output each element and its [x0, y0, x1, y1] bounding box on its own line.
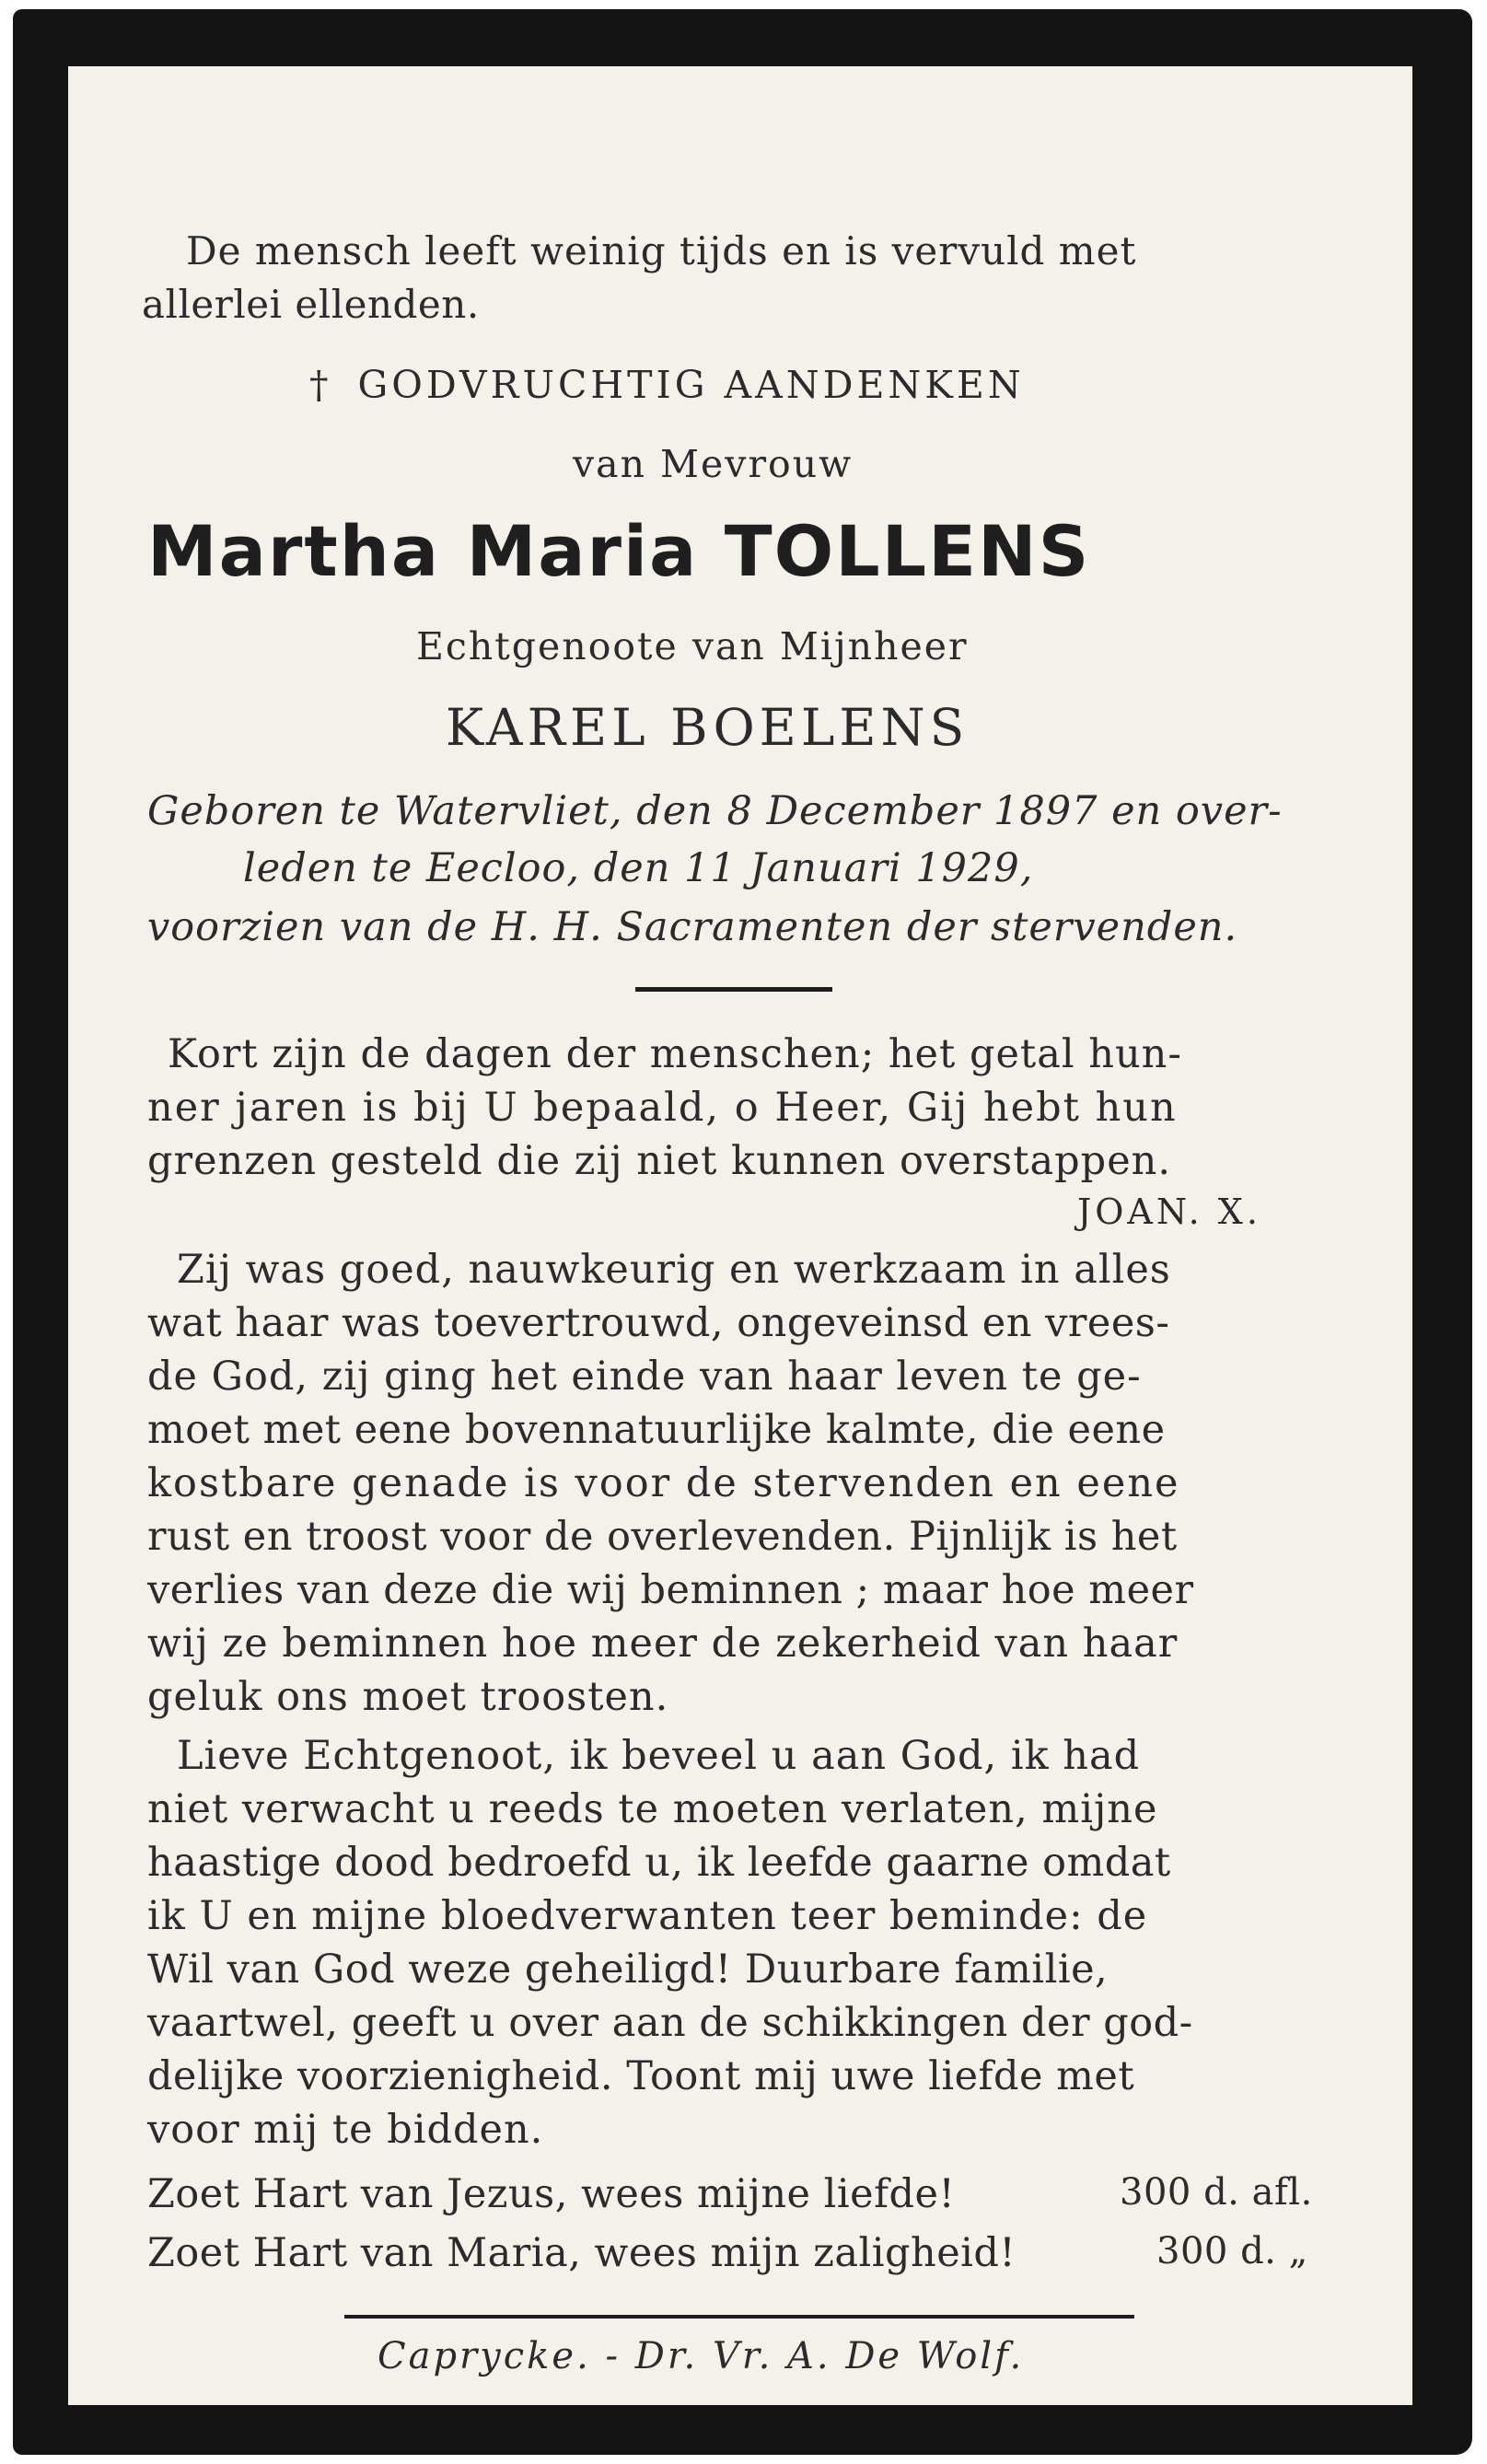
paragraph-line: geluk ons moet troosten. [147, 1674, 669, 1720]
memorial-card-paper [68, 66, 1412, 2405]
divider-top [635, 987, 832, 992]
intro-line-1: De mensch leeft weinig tijds en is vervuld met [186, 228, 1137, 273]
cross-icon: † [309, 363, 332, 407]
paragraph-line: haastige dood bedroefd u, ik leefde gaarne omdat [147, 1840, 1171, 1886]
paragraph-line: ik U en mijne bloedverwanten teer beminde: de [147, 1893, 1148, 1939]
memorial-title: GODVRUCHTIG AANDENKEN [357, 363, 1025, 407]
paragraph-line: voor mij te bidden. [147, 2107, 544, 2153]
prayer-indulgence: 300 d. afl. [1120, 2171, 1313, 2214]
deceased-name: Martha Maria TOLLENS [147, 510, 1091, 592]
paragraph-line: wij ze beminnen hoe meer de zekerheid van haar [147, 1621, 1179, 1667]
spouse-name: KAREL BOELENS [446, 698, 970, 757]
paragraph-line: wat haar was toevertrouwd, ongeveinsd en vrees- [147, 1300, 1170, 1346]
memorial-card-border [13, 9, 1472, 2455]
intro-line-2: allerlei ellenden. [142, 282, 480, 327]
paragraph-line: Lieve Echtgenoot, ik beveel u aan God, ik had [177, 1733, 1141, 1779]
birth-death-line-1: Geboren te Watervliet, den 8 December 1897 en over- [147, 788, 1283, 834]
paragraph-line: delijke voorzienigheid. Toont mij uwe liefde met [147, 2053, 1135, 2099]
paragraph-line: kostbare genade is voor de stervenden en eene [147, 1460, 1180, 1506]
printer-imprint: Caprycke. - Dr. Vr. A. De Wolf. [378, 2335, 1025, 2377]
spouse-label: Echtgenoote van Mijnheer [416, 624, 969, 668]
paragraph-line: rust en troost voor de overlevenden. Pijnlijk is het [147, 1514, 1178, 1560]
prayer-text: Zoet Hart van Maria, wees mijn zaligheid! [147, 2230, 1017, 2276]
prayer-text: Zoet Hart van Jezus, wees mijne liefde! [147, 2171, 956, 2217]
of-madam-label: van Mevrouw [573, 442, 854, 486]
paragraph-line: moet met eene bovennatuurlijke kalmte, die eene [147, 1407, 1166, 1453]
paragraph-line: verlies van deze die wij beminnen ; maar hoe meer [147, 1567, 1194, 1613]
paragraph-line: Wil van God weze geheiligd! Duurbare familie, [147, 1947, 1109, 1993]
paragraph-line: vaartwel, geeft u over aan de schikkingen der god- [147, 2000, 1193, 2046]
verse-source: JOAN. X. [1077, 1191, 1261, 1232]
verse-line: grenzen gesteld die zij niet kunnen overstappen. [147, 1138, 1172, 1184]
memorial-heading [309, 363, 1025, 407]
divider-bottom [344, 2315, 1134, 2319]
verse-line: ner jaren is bij U bepaald, o Heer, Gij hebt hun [147, 1085, 1178, 1131]
verse-line: Kort zijn de dagen der menschen; het getal hun- [168, 1031, 1182, 1077]
prayer-indulgence: 300 d. „ [1156, 2230, 1308, 2272]
paragraph-line: de God, zij ging het einde van haar leven te ge- [147, 1354, 1142, 1400]
paragraph-line: Zij was goed, nauwkeurig en werkzaam in alles [177, 1247, 1171, 1293]
paragraph-line: niet verwacht u reeds te moeten verlaten, mijne [147, 1786, 1158, 1832]
birth-death-line-2: leden te Eecloo, den 11 Januari 1929, [243, 845, 1034, 891]
birth-death-line-3: voorzien van de H. H. Sacramenten der stervenden. [147, 904, 1238, 950]
